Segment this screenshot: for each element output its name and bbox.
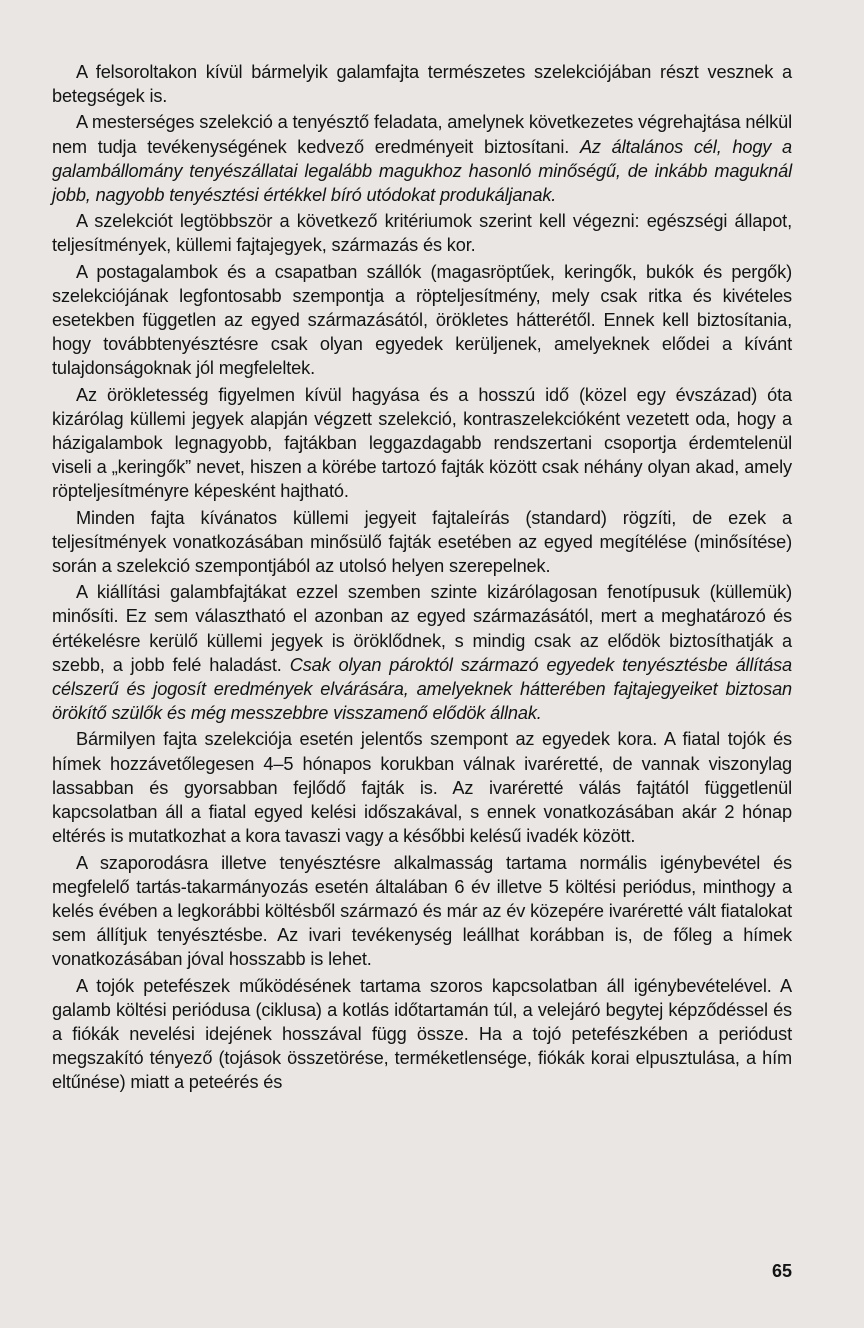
italic-text-span: Csak olyan pároktól származó egyedek tenyésztésbe állítása célszerű és jogosít eredmények elvárására, amelyeknek hátterében fajtajegyeiket biztosan örökítő szülők és még messzebbre visszamenő elődök állnak. — [52, 654, 792, 724]
paragraph — [52, 383, 792, 504]
paragraph — [52, 974, 792, 1095]
text-span: A szaporodásra illetve tenyésztésre alkalmasság tartama normális igénybevétel és megfelelő tartás-takarmányozás esetén általában 6 év illetve 5 költési periódus, minthogy a kelés évében a legkorábbi költésből származó és már az év közepére ivaréretté vált fiatalokat sem állítjuk tenyésztésbe. Az ivari tevékenység leállhat korábban is, de főleg a hímek vonatkozásában jóval hosszabb is lehet. — [52, 852, 792, 970]
paragraph — [52, 727, 792, 848]
paragraph — [52, 209, 792, 257]
text-span: A tojók petefészek működésének tartama szoros kapcsolatban áll igénybevételével. A galamb költési periódusa (ciklusa) a kotlás időtartamán túl, a velejáró begytej képződéssel és a fiókák nevelési idejének hosszával függ össze. Ha a tojó petefészkében a periódust megszakító tényező (tojások összetörése, terméketlensége, fiókák korai elpusztulása, a hím eltűnése) miatt a peteérés és — [52, 975, 792, 1093]
text-span: Az örökletesség figyelmen kívül hagyása és a hosszú idő (közel egy évszázad) óta kizárólag küllemi jegyek alapján végzett szelekció, kontraszelekcióként vezetett oda, hogy a házigalambok legnagyobb, fajtákban leggazdagabb rendszertani csoportja érdemtelenül viseli a „keringők” nevet, hiszen a körébe tartozó fajták között csak néhány olyan akad, amely röpteljesítményre képesként hajtható. — [52, 384, 792, 502]
text-span: A felsoroltakon kívül bármelyik galamfajta természetes szelekciójában részt vesznek a betegségek is. — [52, 62, 792, 107]
paragraph — [52, 851, 792, 972]
text-span: A mesterséges szelekció a tenyésztő feladata, amelynek következetes végrehajtása nélkül nem tudja tevékenységének kedvező eredményeit biztosítani. — [52, 112, 792, 157]
text-span: A postagalambok és a csapatban szállók (magasröptűek, keringők, bukók és pergők) szelekciójának legfontosabb szempontja a röpteljesítmény, mely csak ritka és kivételes esetekben független az egyed származásától, örökletes hátterétől. Ennek kell biztosítania, hogy továbbtenyésztésre csak olyan egyedek kerüljenek, amelyeknek elődei a kívánt tulajdonságoknak jól megfeleltek. — [52, 261, 792, 379]
text-span: A szelekciót legtöbbször a következő kritériumok szerint kell végezni: egészségi állapot, teljesítmények, küllemi fajtajegyek, származás és kor. — [52, 211, 792, 256]
text-span: Minden fajta kívánatos küllemi jegyeit fajtaleírás (standard) rögzíti, de ezek a teljesítmények vonatkozásában minősülő fajták esetében az egyed megítélése (minősítése) során a szelekció szempontjából az utolsó helyen szerepelnek. — [52, 507, 792, 577]
paragraph — [52, 60, 792, 108]
page-text-body — [52, 60, 792, 1260]
paragraph — [52, 110, 792, 207]
text-span: Bármilyen fajta szelekciója esetén jelentős szempont az egyedek kora. A fiatal tojók és hímek hozzávetőlegesen 4–5 hónapos korukban válnak ivaréretté, de vannak viszonylag lassabban és gyorsabban fejlődő fajták is. Az ivaréretté válás fajtától függetlenül kapcsolatban áll a fiatal egyed kelési időszakával, s ennek vonatkozásában akár 2 hónap eltérés is mutatkozhat a kora tavaszi vagy a későbbi kelésű ivadék között. — [52, 729, 792, 847]
text-span: A kiállítási galambfajtákat ezzel szemben szinte kizárólagosan fenotípusuk (küllemük) minősíti. Ez sem választható el azonban az egyed származásától, mert a meghatározó és értékelésre kerülő küllemi jegyek is öröklődnek, s mindig csak az elődök biztosíthatják a szebb, a jobb felé haladást. — [52, 582, 792, 675]
paragraph — [52, 260, 792, 381]
italic-text-span: Az általános cél, hogy a galambállomány tenyészállatai legalább magukhoz hasonló minőségű, de inkább maguknál jobb, nagyobb tenyésztési értékkel bíró utódokat produkáljanak. — [52, 136, 792, 206]
page-number: 65 — [771, 1261, 792, 1281]
paragraph — [52, 506, 792, 579]
paragraph — [52, 580, 792, 725]
